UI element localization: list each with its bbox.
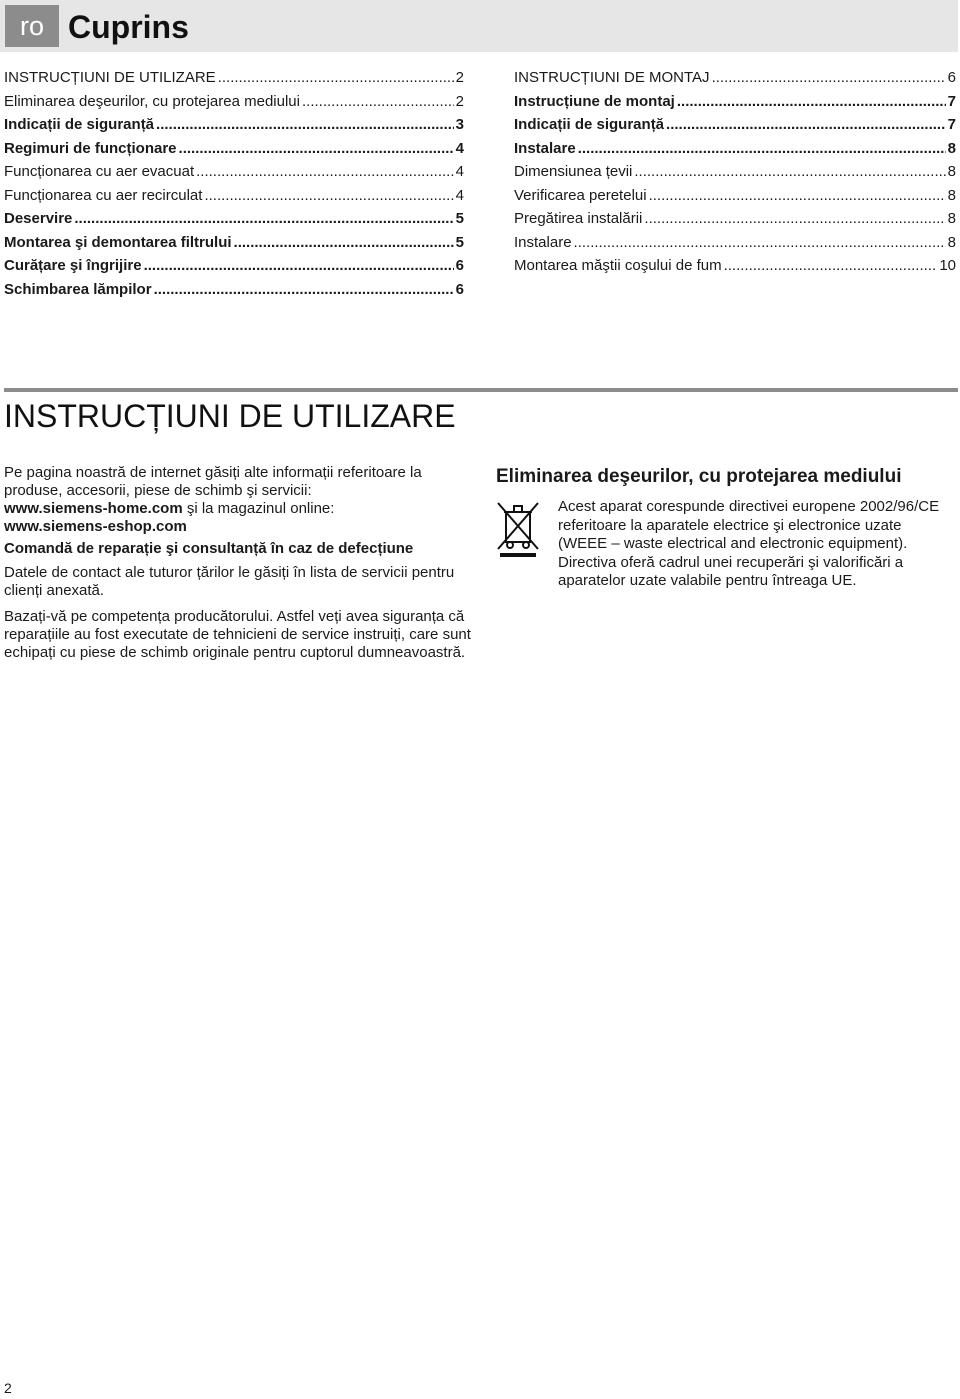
toc-entry-title: Instalare	[514, 139, 576, 157]
toc-entry[interactable]	[4, 93, 464, 117]
disposal-body: Acest aparat corespunde directivei europene 2002/96/CE referitoare la aparatele electrice şi electronice uzate (WEEE – waste electrical and electronic equipment). Directiva oferă cadrul unei recuperări şi valorificări a aparatelor uzate valabile pentru întreaga UE.	[558, 498, 940, 589]
toc-entry[interactable]	[514, 140, 956, 164]
toc-leader-dots	[74, 210, 453, 227]
toc-entry-page: 8	[947, 139, 956, 157]
toc-leader-dots	[218, 69, 454, 86]
links-line	[4, 500, 474, 518]
toc-entry-title: Curățare şi îngrijire	[4, 257, 142, 274]
toc-leader-dots	[666, 116, 946, 133]
toc-entry[interactable]	[514, 210, 956, 234]
toc-entry-page: 7	[947, 116, 956, 133]
toc-entry[interactable]	[4, 163, 464, 187]
toc-entry[interactable]	[4, 116, 464, 140]
header-bar	[0, 0, 958, 52]
toc-entry-title: INSTRUCȚIUNI DE MONTAJ	[514, 69, 710, 86]
toc-entry-title: Pregătirea instalării	[514, 210, 643, 227]
toc-leader-dots	[578, 140, 946, 157]
toc-entry-page: 8	[947, 210, 956, 227]
toc-entry[interactable]	[514, 234, 956, 258]
toc-entry-title: Instalare	[514, 233, 572, 251]
toc-entry-page: 4	[455, 186, 464, 204]
toc-entry-page: 2	[455, 92, 464, 110]
toc-entry-title: Schimbarea lămpilor	[4, 280, 152, 298]
toc-entry[interactable]	[514, 163, 956, 187]
toc-entry[interactable]	[4, 257, 464, 281]
toc-entry-title: Montarea şi demontarea filtrului	[4, 233, 232, 251]
toc-entry-page: 8	[947, 163, 956, 180]
service-paragraph-1: Datele de contact ale tuturor țărilor le găsiți în lista de servicii pentru clienți anexată.	[4, 564, 455, 599]
toc-entry[interactable]	[514, 69, 956, 93]
toc-entry-title: Verificarea peretelui	[514, 186, 647, 204]
toc-entry-title: Eliminarea deşeurilor, cu protejarea mediului	[4, 92, 300, 110]
service-paragraph-2: Bazați-vă pe competența producătorului. Astfel veți avea siguranța că reparațiile au fost executate de tehnicieni de service instruiți, care sunt echipați cu piese de schimb originale pentru cuptorul dumneavoastră.	[4, 608, 471, 661]
toc-entry[interactable]	[514, 257, 956, 281]
intro-text: Pe pagina noastră de internet găsiți alte informații referitoare la produse, accesorii, piese de schimb şi servicii:	[4, 464, 422, 499]
toc-entry[interactable]	[4, 69, 464, 93]
toc-entry[interactable]	[4, 187, 464, 211]
toc-leader-dots	[156, 116, 454, 133]
toc-entry-title: Funcționarea cu aer evacuat	[4, 163, 195, 180]
toc-leader-dots	[649, 187, 946, 204]
page-title: Cuprins	[68, 9, 189, 45]
toc-entry-title: Instrucțiune de montaj	[514, 92, 675, 110]
toc-entry-page: 5	[455, 210, 464, 227]
toc-entry[interactable]	[4, 234, 464, 258]
toc-leader-dots	[234, 234, 454, 251]
toc-leader-dots	[154, 281, 454, 298]
toc-entry-page: 8	[947, 233, 956, 251]
toc-entry[interactable]	[4, 210, 464, 234]
disposal-column	[496, 464, 958, 589]
toc-leader-dots	[574, 234, 946, 251]
toc-entry-page: 2	[455, 69, 464, 86]
toc-entry-page: 6	[455, 280, 464, 298]
page-number: 2	[4, 1380, 12, 1396]
toc-entry-title: Indicații de siguranță	[4, 116, 155, 133]
toc-left-column	[4, 69, 464, 304]
toc-entry[interactable]	[514, 187, 956, 211]
toc-entry-page: 10	[939, 257, 956, 274]
toc-leader-dots	[677, 93, 946, 110]
toc-entry-title: Montarea măştii coşului de fum	[514, 257, 722, 274]
toc-entry[interactable]	[514, 116, 956, 140]
toc-entry-page: 3	[455, 116, 464, 133]
toc-entry[interactable]	[4, 140, 464, 164]
toc-entry[interactable]	[4, 281, 464, 305]
toc-leader-dots	[712, 69, 946, 86]
toc-entry-page: 6	[455, 257, 464, 274]
links-connector: şi la magazinul online:	[182, 500, 335, 517]
toc-leader-dots	[144, 257, 454, 274]
toc-leader-dots	[724, 257, 938, 274]
weee-crossed-bin-icon	[496, 500, 540, 558]
toc-entry-page: 7	[947, 92, 956, 110]
toc-leader-dots	[302, 93, 454, 110]
toc-entry-title: Dimensiunea țevii	[514, 163, 633, 180]
toc-entry-page: 5	[455, 233, 464, 251]
toc-leader-dots	[634, 163, 945, 180]
service-subheading: Comandă de reparație şi consultanță în caz de defecțiune	[4, 540, 414, 557]
link-siemens-home[interactable]: www.siemens-home.com	[4, 500, 183, 517]
toc-entry-title: Regimuri de funcționare	[4, 139, 177, 157]
section-divider	[4, 388, 958, 392]
toc-leader-dots	[196, 163, 454, 180]
language-badge: ro	[5, 5, 59, 47]
toc-entry-title: Funcționarea cu aer recirculat	[4, 186, 203, 204]
toc-entry-page: 4	[455, 163, 464, 180]
toc-entry[interactable]	[514, 93, 956, 117]
toc-leader-dots	[644, 210, 945, 227]
toc-entry-title: INSTRUCȚIUNI DE UTILIZARE	[4, 69, 216, 86]
toc-right-column	[514, 69, 956, 281]
disposal-heading: Eliminarea deşeurilor, cu protejarea mediului	[496, 466, 902, 487]
toc-entry-page: 6	[947, 69, 956, 86]
link-siemens-eshop[interactable]: www.siemens-eshop.com	[4, 518, 187, 535]
toc-entry-title: Deservire	[4, 210, 73, 227]
toc-leader-dots	[179, 140, 454, 157]
toc-entry-page: 4	[455, 139, 464, 157]
service-info-column	[4, 464, 474, 662]
toc-leader-dots	[204, 187, 453, 204]
toc-entry-page: 8	[947, 186, 956, 204]
toc-entry-title: Indicații de siguranță	[514, 116, 665, 133]
section-title: INSTRUCȚIUNI DE UTILIZARE	[4, 398, 456, 434]
